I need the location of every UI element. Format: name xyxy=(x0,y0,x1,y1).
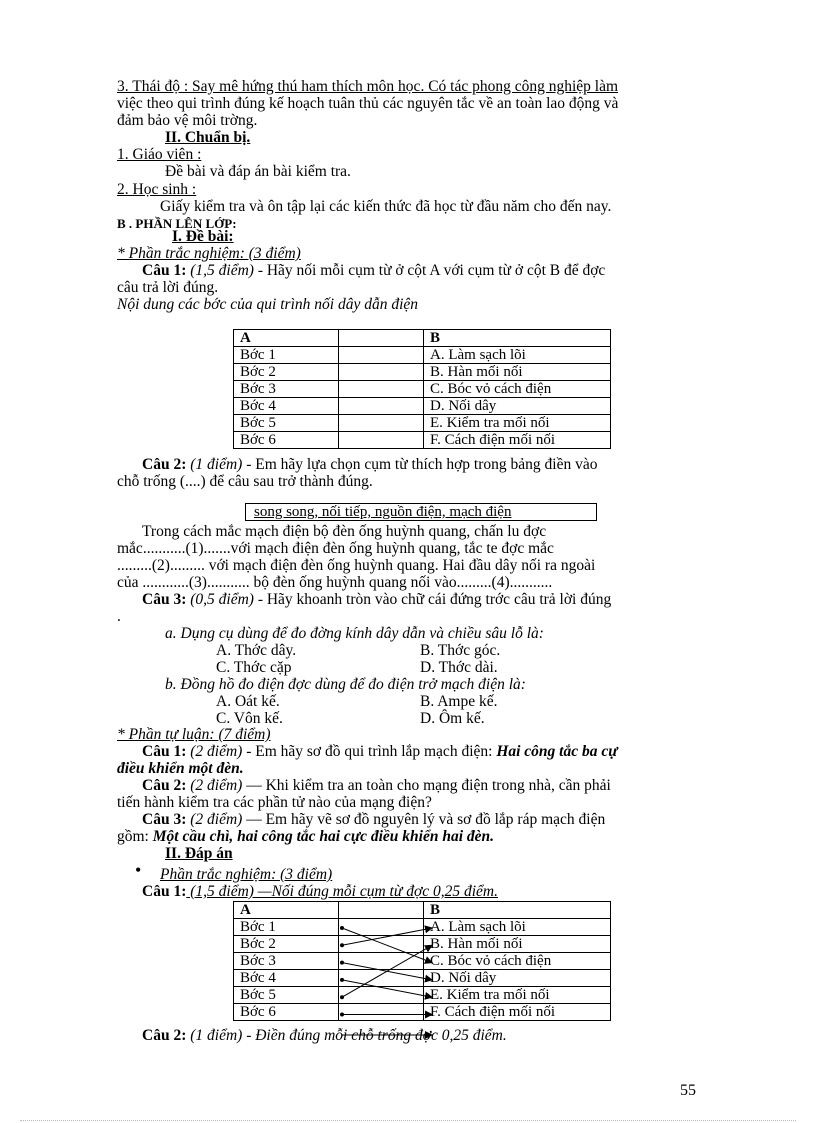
step-cell: Bớc 4 xyxy=(234,970,339,987)
step-cell: Bớc 5 xyxy=(234,987,339,1004)
question-2-label: Câu 2: xyxy=(142,456,187,473)
question-1-points: (1,5 điểm) xyxy=(186,262,254,279)
teacher-text: Đề bài và đáp án bài kiểm tra. xyxy=(165,163,351,180)
option-d2: D. Ôm kế. xyxy=(420,710,485,727)
column-a-header: A xyxy=(234,902,339,919)
column-b-header: B xyxy=(424,330,611,347)
sub-question-a: a. Dụng cụ dùng để đo đờng kính dây dẫn và chiều sâu lỗ là: xyxy=(165,625,544,642)
essay-q2-text: — Khi kiểm tra an toàn cho mạng điện trong nhà, cần phải xyxy=(242,777,611,794)
essay-q2-label: Câu 2: xyxy=(142,777,187,794)
step-cell: Bớc 1 xyxy=(234,347,339,364)
option-cell: C. Bóc vỏ cách điện xyxy=(424,381,611,398)
match-dot xyxy=(340,978,344,982)
match-dot xyxy=(340,926,344,930)
answer-key-heading: II. Đáp án xyxy=(165,845,233,862)
option-cell: E. Kiểm tra mối nối xyxy=(424,415,611,432)
sub-question-b: b. Đồng hồ đo điện đợc dùng để đo điện trở mạch điện là: xyxy=(165,676,526,693)
step-cell: Bớc 1 xyxy=(234,919,339,936)
question-3-dot: . xyxy=(117,608,121,625)
attitude-text: 3. Thái độ : Say mê hứng thú ham thích môn học. Có tác phong công nghiệp làm xyxy=(117,78,619,95)
essay-q1-points: (2 điểm) xyxy=(186,743,243,760)
fill-blank-line-2: mắc...........(1).......với mạch điện đèn ống huỳnh quang, tắc te đợc mắc xyxy=(117,540,554,557)
option-cell: E. Kiểm tra mối nối xyxy=(424,987,611,1004)
essay-heading: * Phần tự luận: (7 điểm) xyxy=(117,726,271,743)
option-a2: A. Oát kế. xyxy=(216,693,280,710)
match-arrow xyxy=(342,928,432,945)
fill-blank-line-1: Trong cách mắc mạch điện bộ đèn ống huỳnh quang, chấn lu đợc xyxy=(142,523,547,540)
question-1-subtitle: Nội dung các bớc của qui trình nối dây dẫn điện xyxy=(117,296,419,313)
answer-q1-label: Câu 1: xyxy=(142,883,187,900)
essay-q1-text: - Em hãy sơ đồ qui trình lắp mạch điện: xyxy=(242,743,497,760)
option-cell: D. Nối dây xyxy=(424,970,611,987)
answer-mc-heading: Phần trắc nghiệm: (3 điểm) xyxy=(160,866,333,883)
option-c2: C. Vôn kế. xyxy=(216,710,283,727)
section-preparation-heading: II. Chuẩn bị. xyxy=(165,129,251,146)
option-a1: A. Thớc dây. xyxy=(216,642,297,659)
option-cell: C. Bóc vỏ cách điện xyxy=(424,953,611,970)
question-3-label: Câu 3: xyxy=(142,591,187,608)
match-arrow xyxy=(342,945,432,997)
option-b2: B. Ampe kế. xyxy=(420,693,498,710)
option-d1: D. Thớc dài. xyxy=(420,659,498,676)
essay-q3-label: Câu 3: xyxy=(142,811,187,828)
question-3-text: - Hãy khoanh tròn vào chữ cái đứng trớc câu trả lời đúng xyxy=(253,591,612,608)
match-dot xyxy=(340,961,344,965)
essay-q1-label: Câu 1: xyxy=(142,743,187,760)
step-cell: Bớc 2 xyxy=(234,364,339,381)
step-cell: Bớc 6 xyxy=(234,1004,339,1021)
fill-blank-line-4: của ............(3)........... bộ đèn ống huỳnh quang nối vào.........(4)........... xyxy=(117,574,553,591)
step-cell: Bớc 5 xyxy=(234,415,339,432)
question-2-text: - Em hãy lựa chọn cụm từ thích hợp trong bảng điền vào xyxy=(242,456,598,473)
match-dot xyxy=(340,1013,344,1017)
step-cell: Bớc 6 xyxy=(234,432,339,449)
step-cell: Bớc 3 xyxy=(234,381,339,398)
essay-q1-emphasis: Hai công tắc ba cự xyxy=(496,743,618,760)
match-arrow xyxy=(342,928,432,963)
page-number: 55 xyxy=(680,1082,696,1099)
footer-divider xyxy=(20,1120,796,1121)
column-b-header: B xyxy=(424,902,611,919)
question-2-text-cont: chỗ trống (....) để câu sau trở thành đúng. xyxy=(117,473,373,490)
question-1-text: - Hãy nối mỗi cụm từ ở cột A với cụm từ ở cột B để đợc xyxy=(253,262,606,279)
option-c1: C. Thớc cặp xyxy=(216,659,292,676)
option-cell: A. Làm sạch lõi xyxy=(424,347,611,364)
option-cell: F. Cách điện mối nối xyxy=(424,1004,611,1021)
essay-q1-emphasis-cont: điều khiển một đèn. xyxy=(117,760,244,777)
answer-q2-label: Câu 2: xyxy=(142,1027,187,1044)
answer-q2-line xyxy=(142,1027,507,1044)
option-cell: B. Hàn mối nối xyxy=(424,364,611,381)
attitude-line-2: việc theo qui trình đúng kế hoạch tuân thủ các nguyên tắc về an toàn lao động và xyxy=(117,95,619,112)
answer-q1-text: (1,5 điểm) —Nối đúng mỗi cụm từ đợc 0,25 điểm. xyxy=(186,883,498,900)
student-text: Giấy kiểm tra và ôn tập lại các kiến thức đã học từ đầu năm cho đến nay. xyxy=(160,198,612,215)
attitude-line-3: đảm bảo vệ môi trờng. xyxy=(117,112,258,129)
option-cell: D. Nối dây xyxy=(424,398,611,415)
essay-q2-points: (2 điểm) xyxy=(186,777,243,794)
question-1-label: Câu 1: xyxy=(142,262,187,279)
part-b-heading: B . PHẦN LÊN LỚP: xyxy=(117,216,237,231)
step-cell: Bớc 2 xyxy=(234,936,339,953)
question-1-text-cont: câu trả lời đúng. xyxy=(117,279,219,296)
step-cell: Bớc 4 xyxy=(234,398,339,415)
teacher-heading: 1. Giáo viên : xyxy=(117,146,202,163)
fill-blank-line-3: .........(2)......... với mạch điện đèn ống huỳnh quang. Hai đầu dây nối ra ngoài xyxy=(117,557,596,574)
bullet-icon: • xyxy=(135,860,142,880)
student-heading: 2. Học sinh : xyxy=(117,181,197,198)
question-2-points: (1 điểm) xyxy=(186,456,243,473)
match-dot xyxy=(340,995,344,999)
essay-q2-text-cont: tiến hành kiểm tra các phần tử nào của mạng điện? xyxy=(117,794,432,811)
essay-q3-prefix: gồm: xyxy=(117,828,153,845)
option-b1: B. Thớc góc. xyxy=(420,642,501,659)
step-cell: Bớc 3 xyxy=(234,953,339,970)
question-3-points: (0,5 điểm) xyxy=(186,591,254,608)
essay-q3-points: (2 điểm) xyxy=(186,811,243,828)
answer-q2-text: - Điền đúng mỗi chỗ trống đợc 0,25 điểm. xyxy=(242,1027,507,1044)
option-cell: A. Làm sạch lõi xyxy=(424,919,611,936)
exam-heading: I. Đề bài: xyxy=(172,228,234,245)
column-a-header: A xyxy=(234,330,339,347)
option-cell: F. Cách điện mối nối xyxy=(424,432,611,449)
match-arrow xyxy=(342,980,432,997)
essay-q3-emphasis: Một cầu chì, hai công tắc hai cực điều khiển hai đèn. xyxy=(152,828,495,845)
multiple-choice-heading: * Phần trắc nghiệm: (3 điểm) xyxy=(117,245,301,262)
match-dot xyxy=(340,943,344,947)
option-cell: B. Hàn mối nối xyxy=(424,936,611,953)
word-bank-box: song song, nối tiếp, nguồn điện, mạch điện xyxy=(245,503,597,521)
essay-q3-text: — Em hãy vẽ sơ đồ nguyên lý và sơ đồ lắp ráp mạch điện xyxy=(242,811,606,828)
answer-q2-points: (1 điểm) xyxy=(186,1027,243,1044)
